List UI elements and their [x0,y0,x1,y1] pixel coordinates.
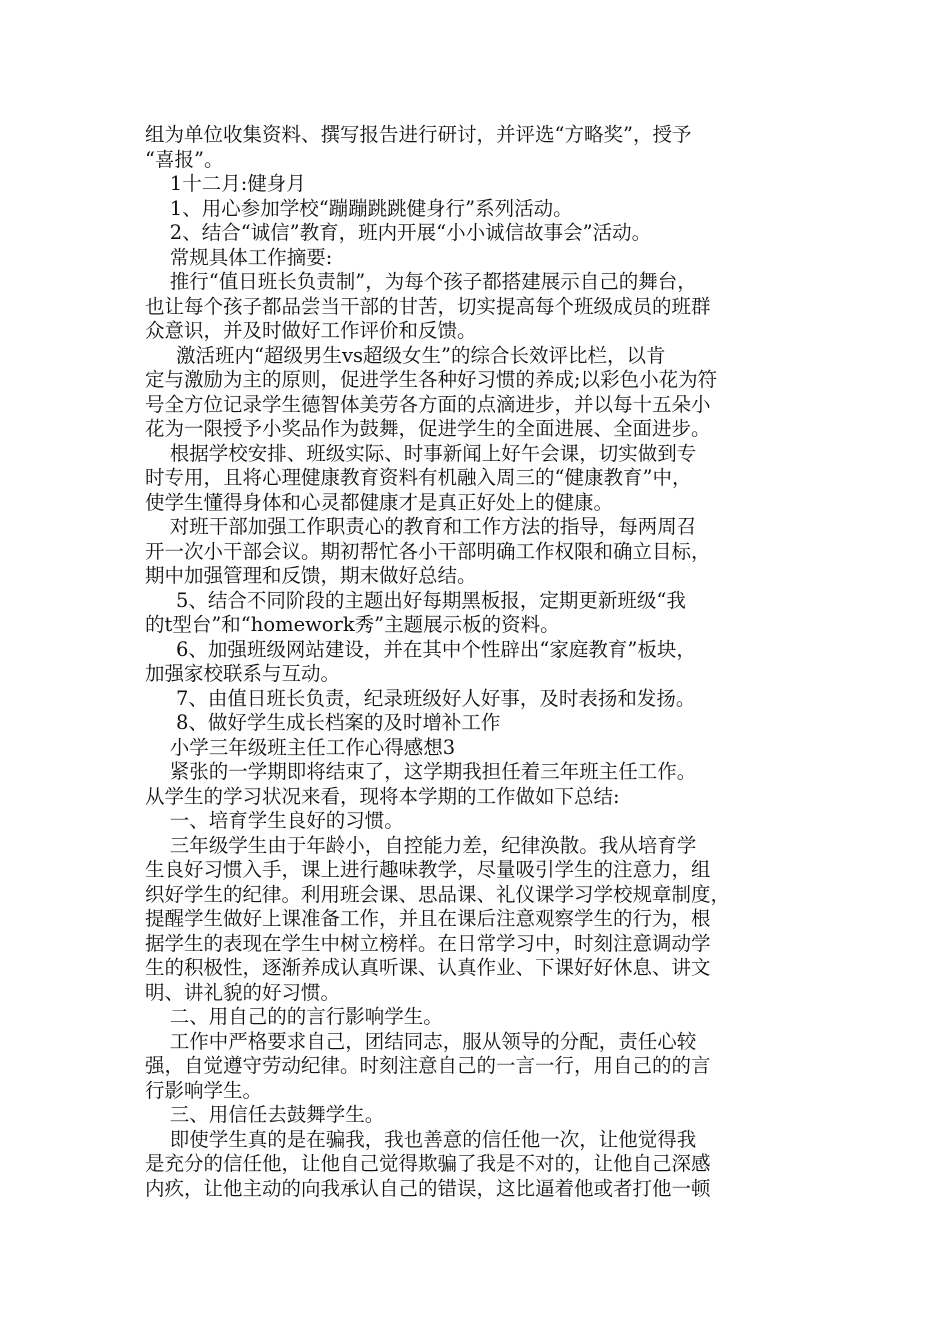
text-line: 三年级学生由于年龄小，自控能力差，纪律涣散。我从培育学 [145,833,697,857]
text-line: 推行“值日班长负责制”，为每个孩子都搭建展示自己的舞台， [145,270,697,293]
text-line: 提醒学生做好上课准备工作，并且在课后注意观察学生的行为，根 [145,907,711,930]
text-line: 1十二月:健身月 [145,172,306,195]
text-line: 众意识，并及时做好工作评价和反馈。 [145,319,477,342]
text-line: 小学三年级班主任工作心得感想3 [145,735,456,759]
text-line: 行影响学生。 [145,1078,263,1102]
text-line: 使学生懂得身体和心灵都健康才是真正好处上的健康。 [145,490,614,514]
text-line: 紧张的一学期即将结束了，这学期我担任着三年班主任工作。 [145,760,697,783]
text-line: 2、结合“诚信”教育，班内开展“小小诚信故事会”活动。 [145,221,652,244]
text-line: 花为一限授予小奖品作为鼓舞，促进学生的全面进展、全面进步。 [145,417,711,440]
text-line: 明、讲礼貌的好习惯。 [145,980,341,1004]
text-line: “喜报”。 [145,147,224,171]
text-line: 激活班内“超级男生vs超级女生”的综合长效评比栏，以肯 [145,343,666,367]
text-line: 8、做好学生成长档案的及时增补工作 [145,711,501,734]
text-line: 也让每个孩子都品尝当干部的甘苦，切实提高每个班级成员的班群 [145,294,711,318]
text-line: 的t型台”和“homework秀”主题展示板的资料。 [145,613,560,636]
text-line: 从学生的学习状况来看，现将本学期的工作做如下总结: [145,784,620,808]
text-line: 时专用，且将心理健康教育资料有机融入周三的“健康教育”中， [145,466,692,489]
text-line: 常规具体工作摘要: [145,245,333,269]
text-line: 据学生的表现在学生中树立榜样。在日常学习中，时刻注意调动学 [145,931,711,955]
text-line: 期中加强管理和反馈，期末做好总结。 [145,564,477,587]
text-line: 生良好习惯入手，课上进行趣味教学，尽量吸引学生的注意力，组 [145,858,711,881]
text-line: 号全方位记录学生德智体美劳各方面的点滴进步，并以每十五朵小 [145,392,711,416]
text-line: 对班干部加强工作职责心的教育和工作方法的指导，每两周召 [145,515,697,538]
text-line: 强，自觉遵守劳动纪律。时刻注意自己的一言一行，用自己的的言 [145,1054,711,1077]
text-line: 工作中严格要求自己，团结同志，服从领导的分配，责任心较 [145,1029,697,1053]
document-body [145,123,835,1201]
text-line: 内疚，让他主动的向我承认自己的错误，这比逼着他或者打他一顿 [145,1176,711,1200]
text-line: 织好学生的纪律。利用班会课、思品课、礼仪课学习学校规章制度， [145,882,731,906]
text-line: 6、加强班级网站建设，并在其中个性辟出“家庭教育”板块， [145,637,696,661]
text-line: 1、用心参加学校“蹦蹦跳跳健身行”系列活动。 [145,196,573,220]
text-line: 根据学校安排、班级实际、时事新闻上好午会课，切实做到专 [145,441,697,465]
text-line: 一、培育学生良好的习惯。 [145,809,404,832]
text-line: 组为单位收集资料、撰写报告进行研讨，并评选“方略奖”，授予 [145,123,692,146]
text-line: 7、由值日班长负责，纪录班级好人好事，及时表扬和发扬。 [145,686,696,710]
text-line: 三、用信任去鼓舞学生。 [145,1103,385,1126]
text-line: 是充分的信任他，让他自己觉得欺骗了我是不对的，让他自己深感 [145,1152,711,1175]
text-line: 5、结合不同阶段的主题出好每期黑板报，定期更新班级“我 [145,588,686,612]
text-line: 即使学生真的是在骗我，我也善意的信任他一次，让他觉得我 [145,1127,697,1151]
text-line: 开一次小干部会议。期初帮忙各小干部明确工作权限和确立目标， [145,539,711,563]
text-line: 二、用自己的的言行影响学生。 [145,1005,443,1028]
text-line: 定与激励为主的原则，促进学生各种好习惯的养成;以彩色小花为符 [145,368,718,391]
text-line: 加强家校联系与互动。 [145,662,341,685]
text-line: 生的积极性，逐渐养成认真听课、认真作业、下课好好休息、讲文 [145,956,711,979]
